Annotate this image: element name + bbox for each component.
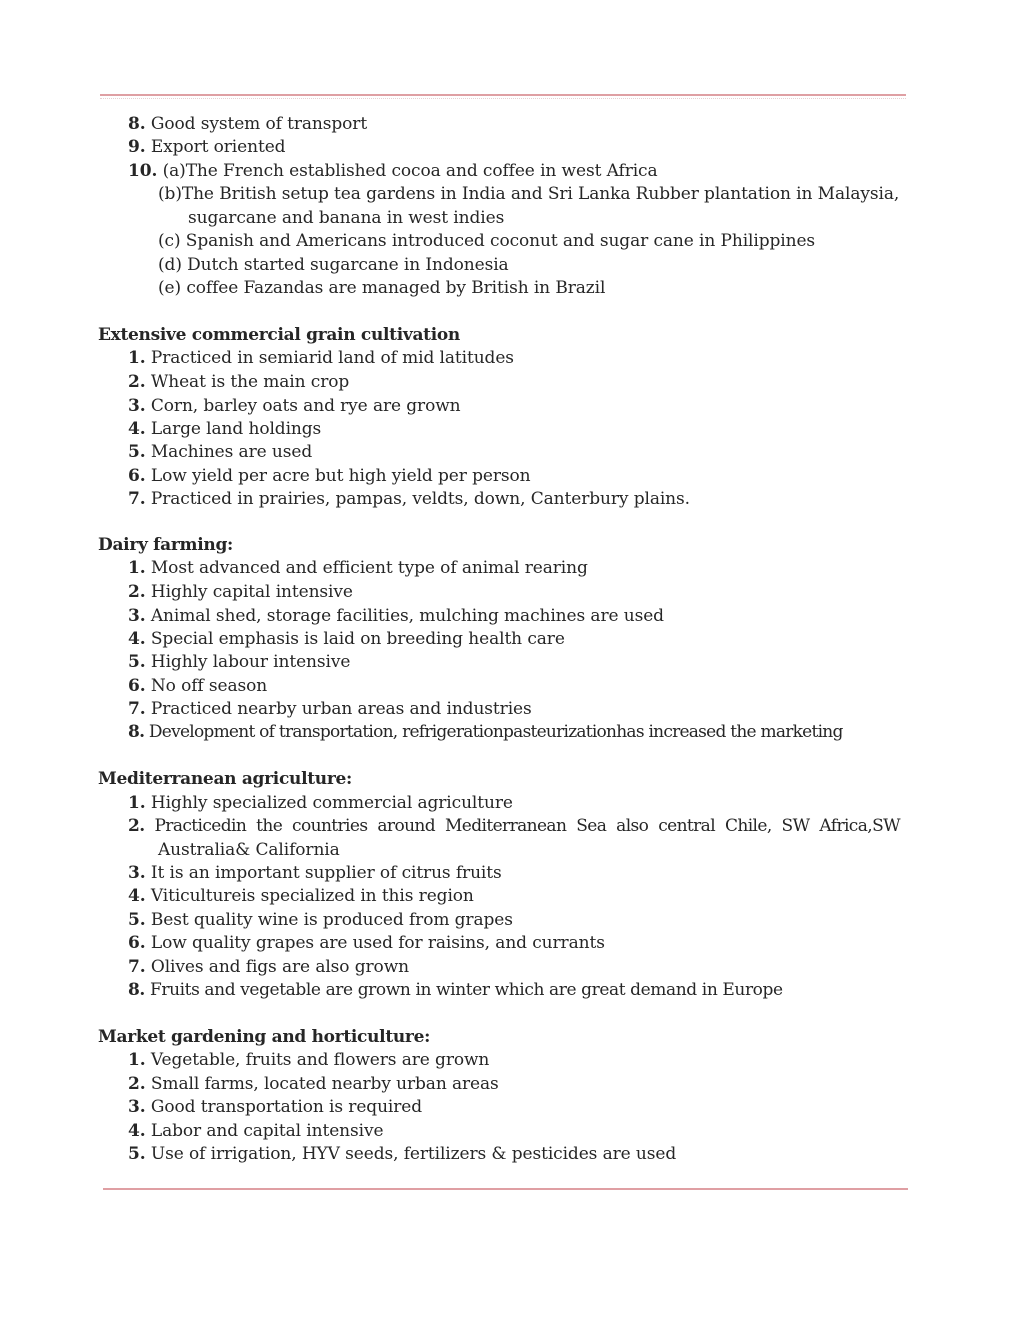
item-number: 8.	[128, 114, 146, 134]
item-number: 2.	[128, 582, 146, 602]
list-item	[128, 113, 367, 136]
item-text: Low quality grapes are used for raisins, and currants	[150, 933, 605, 953]
item-number: 2.	[128, 372, 146, 392]
list-item	[128, 628, 565, 651]
item-text: (a)The French established cocoa and coffee in west Africa	[162, 161, 658, 181]
item-text: Good system of transport	[150, 114, 368, 134]
header-rule	[100, 94, 906, 96]
sub-item-text: (c) Spanish and Americans introduced coconut and sugar cane in Philippines	[158, 231, 816, 251]
item-text: Practiced in semiarid land of mid latitudes	[150, 348, 514, 368]
item-text: Wheat is the main crop	[150, 372, 350, 392]
list-item	[128, 1143, 676, 1166]
item-text: Large land holdings	[150, 419, 322, 439]
item-number: 5.	[128, 442, 146, 462]
item-text: Export oriented	[150, 137, 286, 157]
item-text: Special emphasis is laid on breeding health care	[150, 629, 565, 649]
list-item	[128, 605, 664, 628]
item-number: 4.	[128, 1121, 146, 1141]
list-item	[128, 395, 461, 418]
item-text: It is an important supplier of citrus fruits	[150, 863, 502, 883]
list-item	[128, 651, 350, 674]
list-item	[128, 885, 474, 908]
sub-item-text: (b)The British setup tea gardens in India and Sri Lanka Rubber plantation in Malaysia,	[158, 184, 900, 204]
item-text: Fruits and vegetable are grown in winter which are great demand in Europe	[149, 980, 783, 1000]
item-number: 4.	[128, 886, 146, 906]
item-number: 8.	[128, 980, 145, 1000]
item-text: Best quality wine is produced from grapes	[150, 910, 513, 930]
list-item	[128, 347, 514, 370]
list-item	[128, 465, 530, 488]
item-number: 7.	[128, 699, 146, 719]
item-text: Viticultureis specialized in this region	[150, 886, 474, 906]
list-item	[128, 1073, 499, 1096]
list-item	[128, 698, 532, 721]
sub-item	[158, 277, 605, 300]
footer-rule	[103, 1188, 908, 1190]
list-item	[128, 441, 312, 464]
item-text: Highly labour intensive	[150, 652, 351, 672]
item-text: No off season	[150, 676, 268, 696]
item-number: 7.	[128, 489, 146, 509]
list-item-continuation	[158, 839, 340, 862]
list-item	[128, 675, 267, 698]
list-item	[128, 721, 843, 744]
section-heading: Mediterranean agriculture:	[98, 769, 352, 789]
item-number: 6.	[128, 676, 146, 696]
sub-item-text: (e) coffee Fazandas are managed by British in Brazil	[158, 278, 606, 298]
item-text: Labor and capital intensive	[150, 1121, 384, 1141]
item-number: 3.	[128, 1097, 146, 1117]
item-number: 6.	[128, 933, 146, 953]
list-item	[128, 581, 353, 604]
list-item	[128, 557, 588, 580]
item-text: Australia& California	[158, 840, 340, 860]
list-item	[128, 136, 285, 159]
item-text: Highly specialized commercial agriculture	[150, 793, 513, 813]
item-text: Practiced nearby urban areas and industries	[150, 699, 532, 719]
header-rule-dotted	[100, 98, 906, 99]
item-text: Machines are used	[150, 442, 313, 462]
list-item	[128, 792, 513, 815]
item-text: Most advanced and efficient type of animal rearing	[150, 558, 588, 578]
item-number: 5.	[128, 910, 146, 930]
item-text: Highly capital intensive	[150, 582, 353, 602]
item-number: 8.	[128, 722, 145, 742]
list-item	[128, 418, 321, 441]
item-text: Corn, barley oats and rye are grown	[150, 396, 461, 416]
item-text: Low yield per acre but high yield per person	[150, 466, 531, 486]
item-text: Development of transportation, refrigerationpasteurizationhas increased the marketing	[148, 722, 843, 742]
item-number: 3.	[128, 606, 146, 626]
item-number: 2.	[128, 1074, 146, 1094]
item-text: Vegetable, fruits and flowers are grown	[150, 1050, 490, 1070]
section-heading: Dairy farming:	[98, 535, 234, 555]
sub-item-continuation	[188, 207, 504, 230]
item-number: 6.	[128, 466, 146, 486]
sub-item-text: (d) Dutch started sugarcane in Indonesia	[158, 255, 509, 275]
list-item	[128, 909, 513, 932]
item-number: 3.	[128, 396, 146, 416]
sub-item	[158, 183, 899, 206]
item-number: 1.	[128, 348, 146, 368]
item-number: 7.	[128, 957, 146, 977]
item-number: 10.	[128, 161, 158, 181]
item-text: Use of irrigation, HYV seeds, fertilizers & pesticides are used	[150, 1144, 677, 1164]
item-number: 3.	[128, 863, 146, 883]
item-number: 9.	[128, 137, 146, 157]
list-item	[128, 160, 658, 183]
list-item	[128, 1049, 489, 1072]
item-number: 5.	[128, 1144, 146, 1164]
item-number: 1.	[128, 1050, 146, 1070]
item-text: Practiced in prairies, pampas, veldts, down, Canterbury plains.	[150, 489, 690, 509]
item-text: Good transportation is required	[150, 1097, 423, 1117]
sub-item	[158, 230, 815, 253]
section-heading: Market gardening and horticulture:	[98, 1027, 431, 1047]
item-text: Olives and figs are also grown	[150, 957, 409, 977]
item-number: 1.	[128, 793, 146, 813]
item-number: 4.	[128, 629, 146, 649]
list-item	[128, 1096, 422, 1119]
list-item	[128, 956, 409, 979]
section-heading: Extensive commercial grain cultivation	[98, 325, 460, 345]
list-item	[128, 979, 783, 1002]
list-item	[128, 1120, 383, 1143]
sub-item	[158, 254, 509, 277]
item-number: 2.	[128, 816, 145, 836]
list-item	[128, 815, 900, 838]
item-text: Small farms, located nearby urban areas	[150, 1074, 499, 1094]
sub-item-text: sugarcane and banana in west indies	[188, 208, 505, 228]
item-number: 5.	[128, 652, 146, 672]
list-item	[128, 371, 349, 394]
list-item	[128, 862, 502, 885]
item-number: 4.	[128, 419, 146, 439]
list-item	[128, 932, 605, 955]
list-item	[128, 488, 690, 511]
item-text: Animal shed, storage facilities, mulching machines are used	[150, 606, 664, 626]
item-text: Practicedin the countries around Mediterranean Sea also central Chile, SW Africa,SW	[154, 816, 900, 836]
item-number: 1.	[128, 558, 146, 578]
